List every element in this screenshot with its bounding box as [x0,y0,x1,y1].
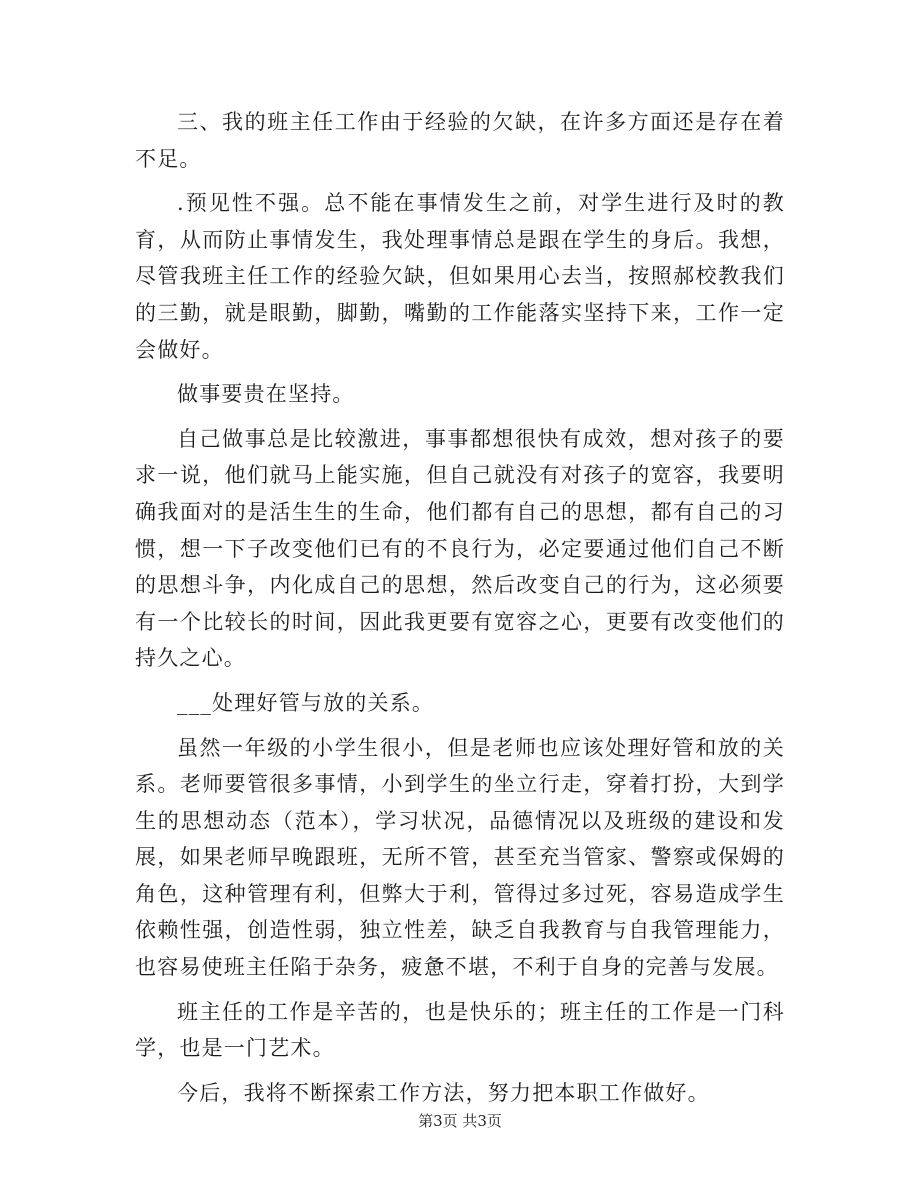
paragraph: 三、我的班主任工作由于经验的欠缺，在许多方面还是存在着不足。 [135,110,785,171]
paragraph: ___处理好管与放的关系。 [177,690,435,715]
paragraph: 虽然一年级的小学生很小，但是老师也应该处理好管和放的关系。老师要管很多事情，小到学生的坐立行走，穿着打扮，大到学生的思想动态（范本），学习状况，品德情况以及班级的建设和发展，如果老师早晚跟班，无所不管，甚至充当管家、警察或保姆的角色，这种管理有利，但弊大于利，管得过多过死，容易造成学生依赖性强，创造性弱，独立性差，缺乏自我教育与自我管理能力，也容易使班主任陷于杂务，疲惫不堪，不利于自身的完善与发展。 [135,735,785,980]
paragraph: 班主任的工作是辛苦的，也是快乐的；班主任的工作是一门科学，也是一门艺术。 [135,999,785,1061]
paragraph: 今后，我将不断探索工作方法，努力把本职工作做好。 [177,1080,710,1105]
paragraph: .预见性不强。总不能在事情发生之前，对学生进行及时的教育，从而防止事情发生，我处理事情总是跟在学生的身后。我想，尽管我班主任工作的经验欠缺，但如果用心去当，按照郝校教我们的三勤，就是眼勤，脚勤，嘴勤的工作能落实坚持下来，工作一定会做好。 [135,191,785,362]
paragraph: 自己做事总是比较激进，事事都想很快有成效，想对孩子的要求一说，他们就马上能实施，但自己就没有对孩子的宽容，我要明确我面对的是活生生的生命，他们都有自己的思想，都有自己的习惯，想一下子改变他们已有的不良行为，必定要通过他们自己不断的思想斗争，内化成自己的思想，然后改变自己的行为，这必须要有一个比较长的时间，因此我更要有宽容之心，更要有改变他们的持久之心。 [135,426,785,671]
paragraph: 做事要贵在坚持。 [177,382,355,407]
page-number: 第3页 共3页 [418,1112,502,1130]
document-body [135,104,785,1119]
